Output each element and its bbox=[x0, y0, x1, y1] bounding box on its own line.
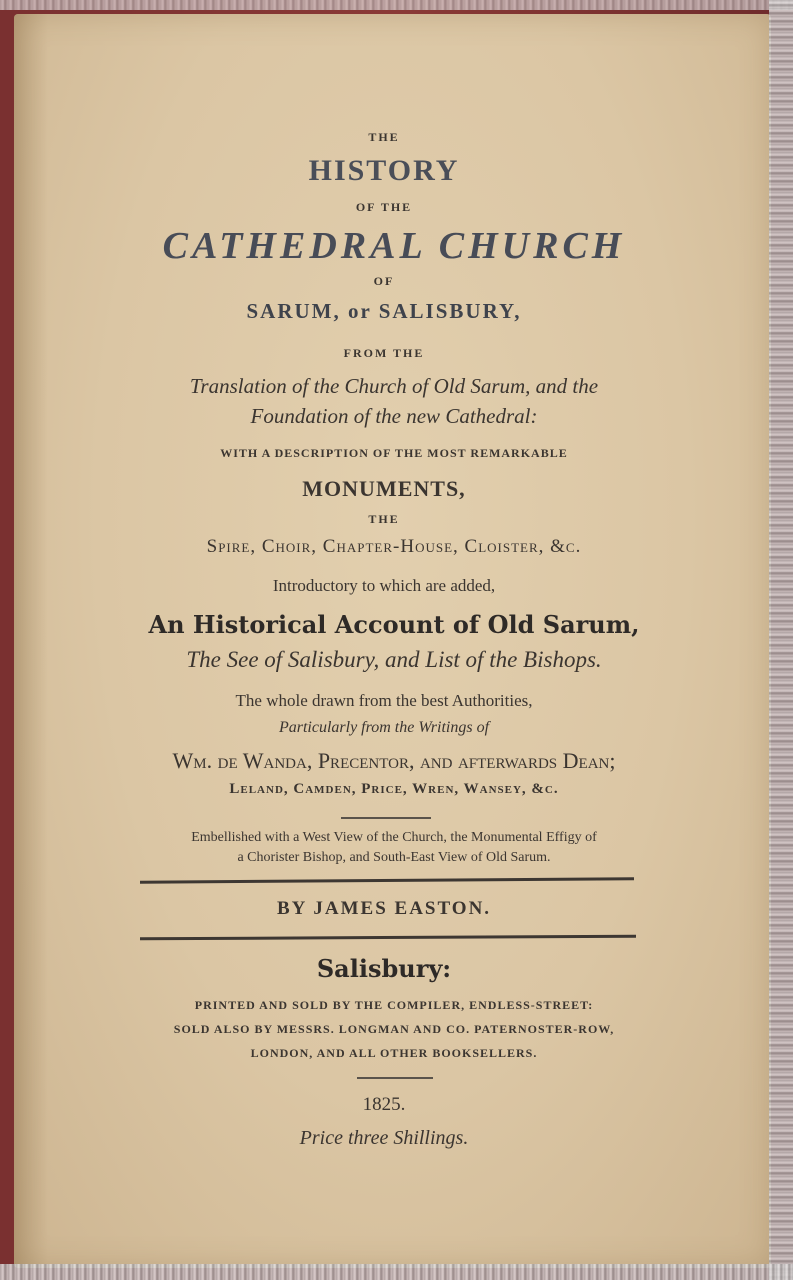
of-label: OF bbox=[373, 274, 395, 288]
short-divider-1 bbox=[341, 817, 431, 819]
spire-line: Spire, Choir, Chapter-House, Cloister, &c. bbox=[206, 536, 582, 557]
of-the-label: OF THE bbox=[355, 200, 413, 214]
sleeve-right-edge bbox=[769, 0, 793, 1280]
embellished-line-2: a Chorister Bishop, and South-East View of Old Sarum. bbox=[237, 850, 551, 865]
author-rule-bottom bbox=[140, 935, 636, 941]
introductory-line: Introductory to which are added, bbox=[272, 576, 496, 595]
see-of-salisbury-line: The See of Salisbury, and List of the Bishops. bbox=[186, 647, 602, 672]
embellished-line-1: Embellished with a West View of the Church, the Monumental Effigy of bbox=[191, 830, 597, 845]
author-line: BY JAMES EASTON. bbox=[276, 898, 492, 919]
sarum-heading: SARUM, or SALISBURY, bbox=[246, 299, 522, 323]
title-page bbox=[14, 14, 771, 1268]
sleeve-bottom-edge bbox=[0, 1264, 793, 1280]
whole-drawn-line: The whole drawn from the best Authorities, bbox=[235, 691, 533, 710]
cathedral-church-heading: CATHEDRAL CHURCH bbox=[162, 225, 626, 267]
translation-line-2: Foundation of the new Cathedral: bbox=[250, 404, 538, 428]
printed-line: PRINTED AND SOLD BY THE COMPILER, ENDLESS-STREET: bbox=[194, 998, 594, 1012]
price-line: Price three Shillings. bbox=[299, 1127, 469, 1149]
history-heading: HISTORY bbox=[308, 154, 460, 187]
place-heading: Salisbury: bbox=[316, 954, 452, 983]
from-the-label: FROM THE bbox=[343, 346, 425, 360]
short-divider-2 bbox=[357, 1077, 433, 1079]
london-line: LONDON, AND ALL OTHER BOOKSELLERS. bbox=[250, 1046, 538, 1060]
the-label: THE bbox=[368, 130, 400, 144]
particularly-line: Particularly from the Writings of bbox=[278, 719, 490, 736]
wm-de-wanda-line: Wm. de Wanda, Precentor, and afterwards Dean; bbox=[172, 748, 616, 773]
author-rule-top bbox=[140, 877, 634, 883]
title-page-content bbox=[14, 14, 771, 1268]
the-label-2: THE bbox=[368, 512, 400, 526]
description-line: WITH A DESCRIPTION OF THE MOST REMARKABLE bbox=[220, 446, 568, 460]
historical-account-line: An Historical Account of Old Sarum, bbox=[148, 610, 640, 639]
monuments-heading: MONUMENTS, bbox=[302, 476, 466, 501]
translation-line-1: Translation of the Church of Old Sarum, and the bbox=[189, 374, 599, 398]
sleeve-top-edge bbox=[0, 0, 793, 10]
authorities-line: Leland, Camden, Price, Wren, Wansey, &c. bbox=[229, 781, 559, 797]
sold-also-line: SOLD ALSO BY MESSRS. LONGMAN AND CO. PATERNOSTER-ROW, bbox=[173, 1022, 615, 1036]
year-line: 1825. bbox=[362, 1094, 406, 1115]
